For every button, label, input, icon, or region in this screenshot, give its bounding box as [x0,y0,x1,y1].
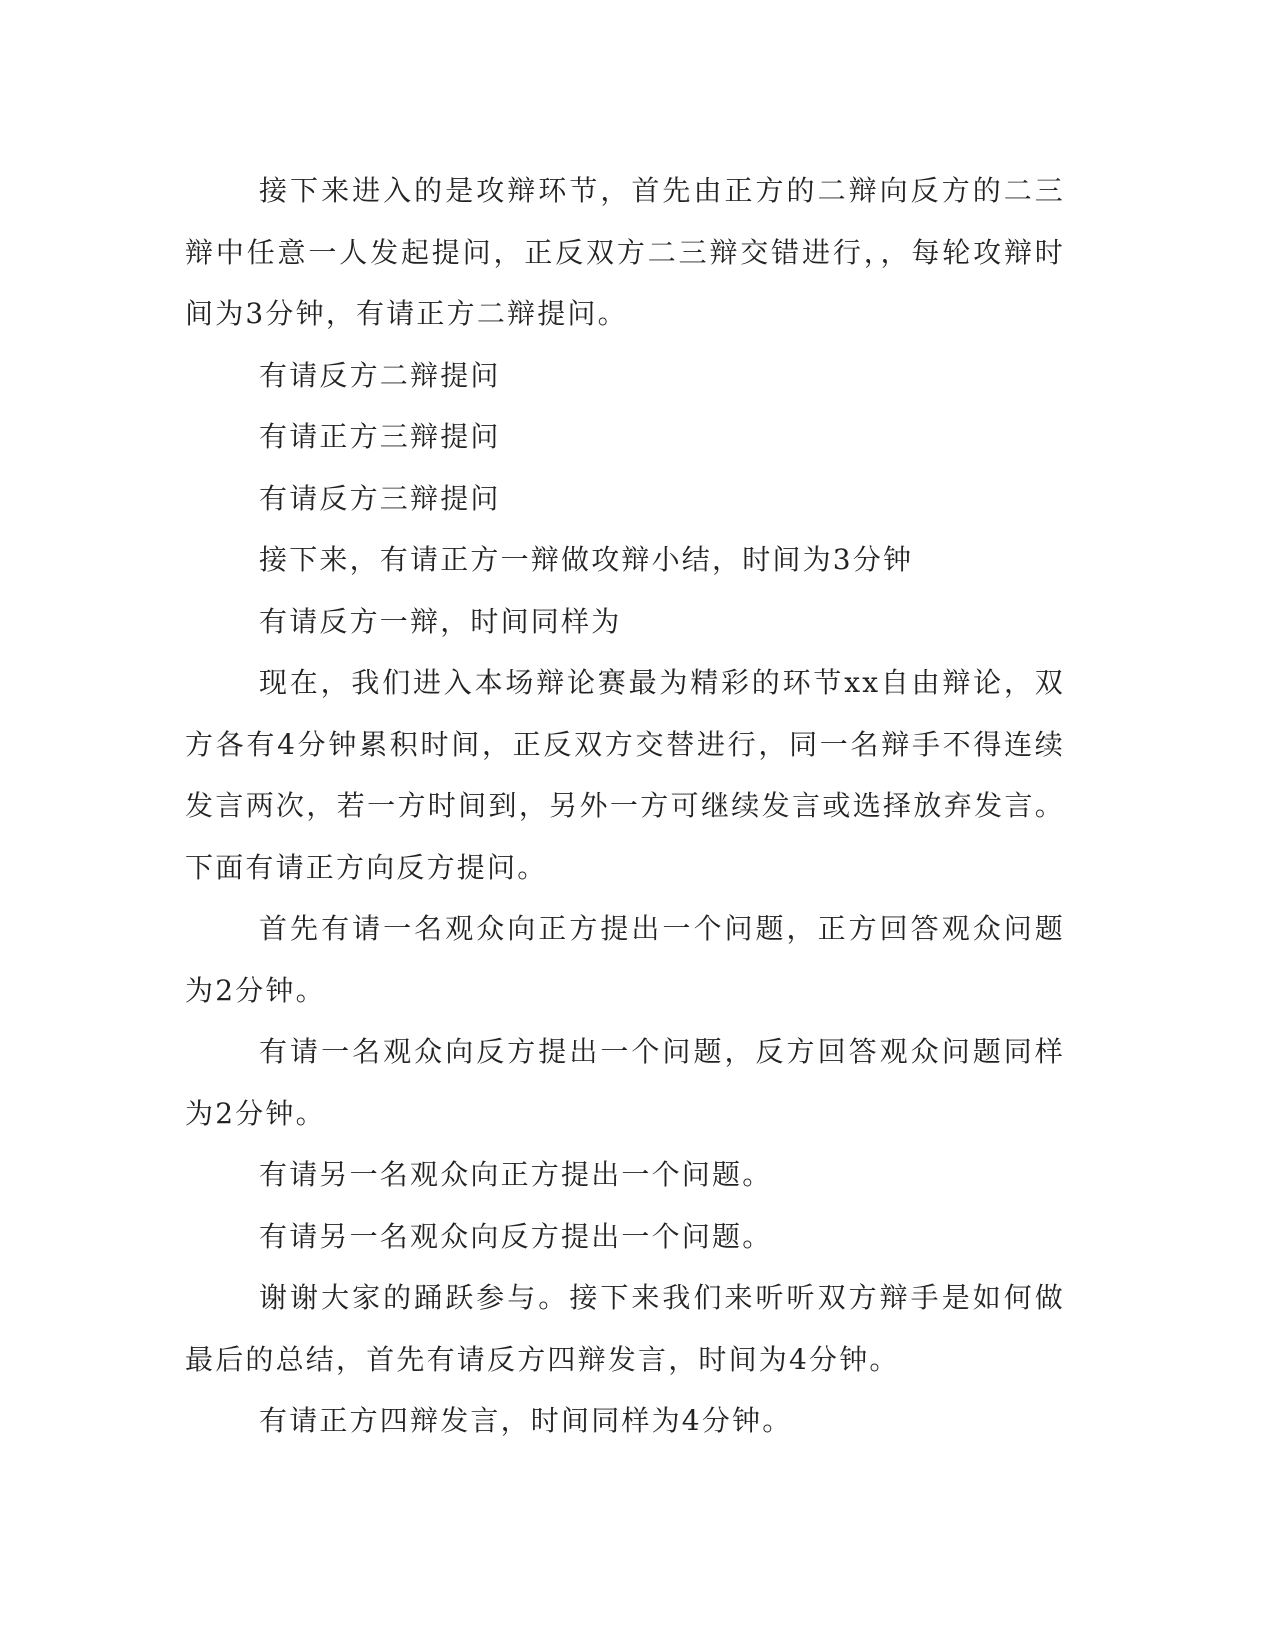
paragraph: 接下来进入的是攻辩环节，首先由正方的二辩向反方的二三辩中任意一人发起提问，正反双方二三辩交错进行，，每轮攻辩时间为3分钟，有请正方二辩提问。 [185,174,1065,330]
paragraph: 首先有请一名观众向正方提出一个问题，正方回答观众问题为2分钟。 [185,912,1065,1007]
document-body [185,160,1065,1452]
paragraph: 接下来，有请正方一辩做攻辩小结，时间为3分钟 [259,543,914,576]
paragraph: 有请反方一辩，时间同样为 [259,604,622,638]
paragraph: 现在，我们进入本场辩论赛最为精彩的环节xx自由辩论，双方各有4分钟累积时间，正反双方交替进行，同一名辩手不得连续发言两次，若一方时间到，另外一方可继续发言或选择放弃发言。下面有请正方向反方提问。 [185,666,1065,884]
paragraph: 谢谢大家的踊跃参与。接下来我们来听听双方辩手是如何做最后的总结，首先有请反方四辩发言，时间为4分钟。 [185,1281,1065,1376]
paragraph: 有请另一名观众向正方提出一个问题。 [259,1158,773,1191]
paragraph: 有请正方四辩发言，时间同样为4分钟。 [259,1404,793,1437]
paragraph: 有请反方二辩提问 [259,358,501,392]
paragraph: 有请一名观众向反方提出一个问题，反方回答观众问题同样为2分钟。 [185,1035,1065,1130]
paragraph: 有请正方三辩提问 [259,420,501,453]
paragraph: 有请反方三辩提问 [259,481,501,515]
paragraph: 有请另一名观众向反方提出一个问题。 [259,1219,773,1253]
